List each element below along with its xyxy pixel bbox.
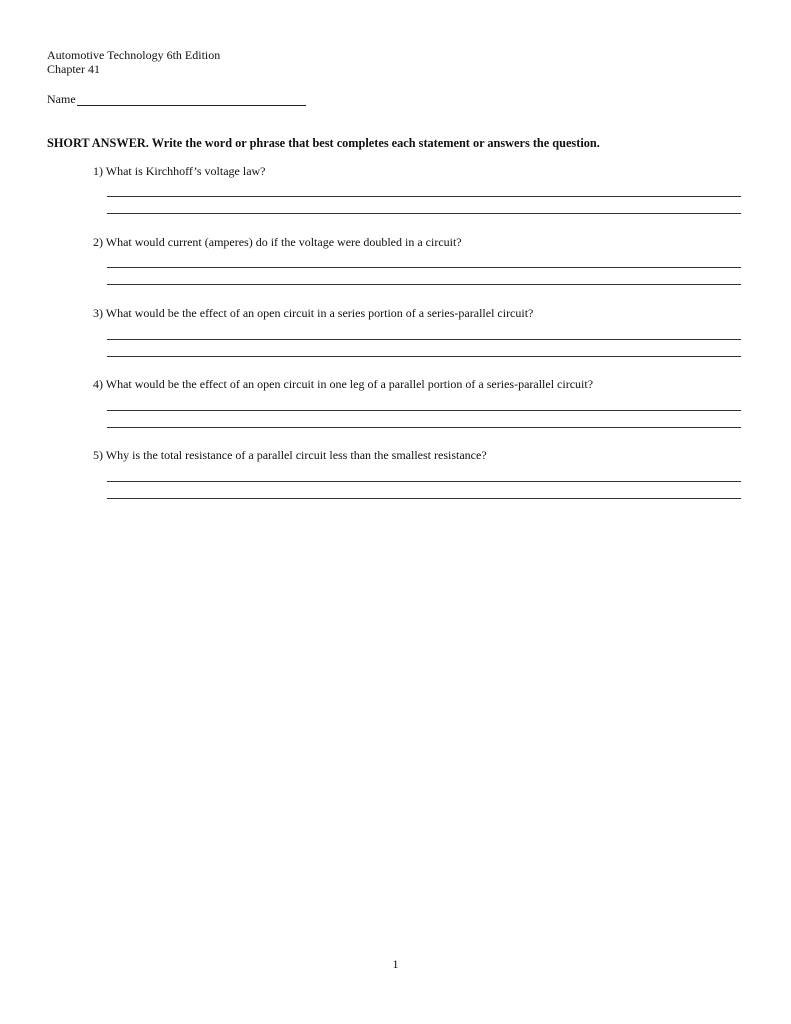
section-instructions: SHORT ANSWER. Write the word or phrase that best completes each statement or answers the question. bbox=[47, 136, 600, 150]
answer-line[interactable] bbox=[107, 481, 741, 482]
name-label: Name bbox=[47, 92, 76, 106]
answer-line[interactable] bbox=[107, 356, 741, 357]
answer-line[interactable] bbox=[107, 339, 741, 340]
answer-line[interactable] bbox=[107, 284, 741, 285]
answer-line[interactable] bbox=[107, 498, 741, 499]
document-header bbox=[47, 48, 220, 76]
question-5 bbox=[93, 448, 741, 462]
answer-line[interactable] bbox=[107, 267, 741, 268]
question-2 bbox=[93, 235, 741, 249]
question-text: 2) What would current (amperes) do if the voltage were doubled in a circuit? bbox=[93, 235, 462, 249]
page-number: 1 bbox=[392, 957, 399, 971]
answer-line[interactable] bbox=[107, 427, 741, 428]
answer-line[interactable] bbox=[107, 410, 741, 411]
question-text: 1) What is Kirchhoff’s voltage law? bbox=[93, 164, 266, 178]
question-text: 3) What would be the effect of an open circuit in a series portion of a series-parallel circuit? bbox=[93, 306, 534, 320]
book-title: Automotive Technology 6th Edition bbox=[47, 48, 221, 62]
answer-line[interactable] bbox=[107, 196, 741, 197]
question-3 bbox=[93, 306, 741, 320]
question-1 bbox=[93, 164, 741, 178]
answer-line[interactable] bbox=[107, 213, 741, 214]
question-4 bbox=[93, 377, 741, 391]
question-text: 4) What would be the effect of an open circuit in one leg of a parallel portion of a series-parallel circuit? bbox=[93, 377, 594, 391]
name-blank-line[interactable] bbox=[77, 93, 306, 106]
chapter-label: Chapter 41 bbox=[47, 62, 100, 76]
question-text: 5) Why is the total resistance of a parallel circuit less than the smallest resistance? bbox=[93, 448, 487, 462]
name-field-row bbox=[47, 92, 306, 106]
